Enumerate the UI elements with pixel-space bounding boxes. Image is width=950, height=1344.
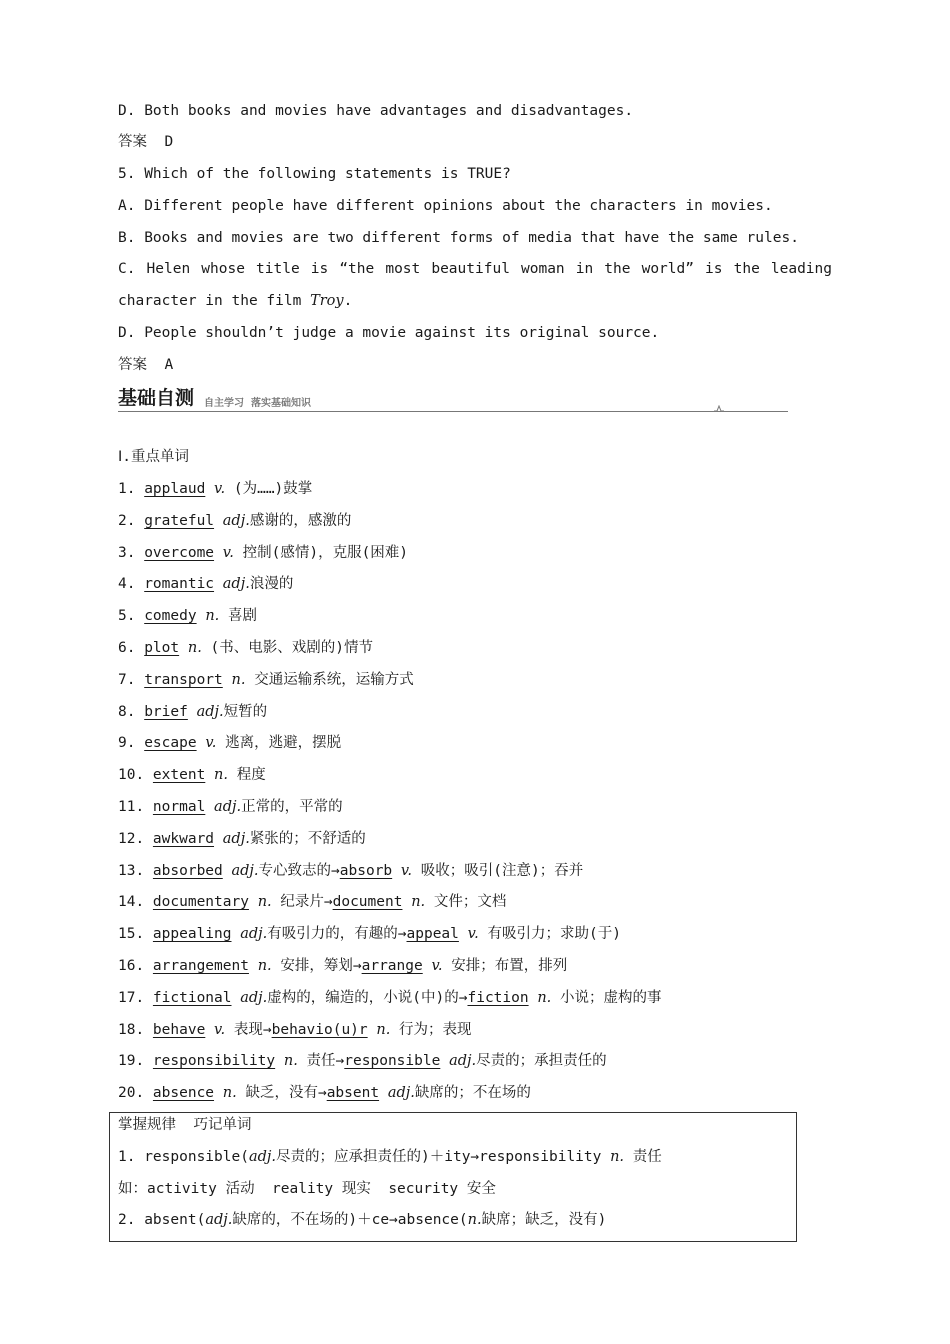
banner-title: 基础自测 (118, 387, 195, 409)
vocab-word: fictional (152, 990, 232, 1006)
rule-notch-icon (714, 405, 724, 413)
spacer (214, 545, 223, 561)
vocab-related-word: fiction (467, 990, 529, 1006)
vocab-item (118, 988, 662, 1008)
vocab-related-pos: n. (411, 894, 426, 910)
vocab-meaning: 正常的，平常的 (241, 799, 343, 815)
vocab-pos: adj. (231, 863, 259, 879)
vocab-meaning: 浪漫的 (249, 576, 294, 592)
tip-rule-2 (118, 1210, 606, 1230)
vocab-word: absorbed (152, 863, 223, 879)
tip-rule-1 (118, 1147, 662, 1167)
vocab-number: 15. (118, 926, 153, 942)
vocab-related-pos: adj. (449, 1053, 477, 1069)
vocab-number: 12. (118, 831, 153, 847)
vocab-related-word: behavio(u)r (271, 1022, 368, 1038)
vocab-meaning: 表现→ (225, 1022, 272, 1038)
option-a-q5: A. Different people have different opinions about the characters in movies. (118, 198, 773, 214)
vocab-item (118, 1051, 607, 1071)
tip-examples: 如：activity 活动 reality 现实 security 安全 (118, 1181, 496, 1197)
vocab-word: appealing (152, 926, 232, 942)
vocab-item (118, 956, 567, 976)
tip-rule-1-pos: adj. (248, 1149, 276, 1165)
vocab-pos: n. (222, 1085, 237, 1101)
vocab-related-meaning: 行为；表现 (390, 1022, 472, 1038)
spacer (205, 799, 214, 815)
tip-rule-1-part-a: 1. responsible( (118, 1149, 249, 1165)
vocab-number: 6. (118, 640, 145, 656)
vocab-number: 16. (118, 958, 153, 974)
vocab-related-meaning: 小说；虚构的事 (551, 990, 662, 1006)
option-c-q5-text: character in the film (118, 293, 311, 309)
vocab-number: 10. (118, 767, 153, 783)
vocab-pos: adj. (196, 704, 224, 720)
spacer (214, 831, 223, 847)
vocab-number: 1. (118, 481, 145, 497)
vocab-pos: adj. (222, 513, 250, 529)
vocab-meaning: 喜剧 (219, 608, 258, 624)
vocab-meaning: 责任→ (297, 1053, 345, 1069)
vocab-item (118, 1020, 472, 1040)
spacer (440, 1053, 449, 1069)
option-c-q5-period: . (343, 293, 353, 309)
vocab-word: plot (144, 640, 180, 656)
vocab-related-word: appeal (406, 926, 459, 942)
vocab-word: escape (144, 735, 197, 751)
vocab-item (118, 606, 257, 626)
vocab-number: 9. (118, 735, 145, 751)
vocab-number: 19. (118, 1053, 153, 1069)
vocab-related-pos: n. (376, 1022, 391, 1038)
tip-rule-1-part-b: 尽责的；应承担责任的)＋ity→responsibility (276, 1149, 611, 1165)
vocab-pos: v. (214, 1022, 226, 1038)
vocab-item (118, 733, 341, 753)
spacer (179, 640, 188, 656)
tip-title: 掌握规律 巧记单词 (118, 1117, 252, 1133)
vocab-pos: n. (205, 608, 220, 624)
vocab-meaning: 缺乏，没有→ (236, 1085, 327, 1101)
vocab-pos: v. (222, 545, 234, 561)
vocab-meaning: (为……)鼓掌 (225, 481, 313, 497)
spacer (459, 926, 468, 942)
vocab-number: 11. (118, 799, 153, 815)
vocab-pos: adj. (222, 576, 250, 592)
tip-rule-2-part-b: 缺席的，不在场的)＋ce→absence( (232, 1212, 468, 1228)
vocab-pos: v. (214, 481, 226, 497)
vocab-meaning: 程度 (228, 767, 266, 783)
vocab-related-pos: v. (431, 958, 443, 974)
vocab-related-pos: n. (537, 990, 552, 1006)
vocab-pos: adj. (240, 990, 268, 1006)
spacer (214, 513, 223, 529)
vocab-number: 20. (118, 1085, 153, 1101)
tip-rule-1-part-c: 责任 (624, 1149, 662, 1165)
vocab-item (118, 892, 506, 912)
tip-rule-2-pos: adj. (205, 1212, 233, 1228)
vocab-meaning: 短暂的 (223, 704, 268, 720)
spacer (249, 958, 258, 974)
vocab-word: comedy (144, 608, 197, 624)
vocab-related-meaning: 有吸引力；求助(于) (478, 926, 621, 942)
section-banner (118, 383, 788, 415)
vocab-pos: n. (257, 958, 272, 974)
vocab-item (118, 479, 312, 499)
vocab-item (118, 829, 366, 849)
vocab-word: awkward (152, 831, 215, 847)
vocab-heading: Ⅰ.重点单词 (118, 449, 190, 465)
spacer (223, 672, 232, 688)
vocab-word: behave (152, 1022, 206, 1038)
vocab-item (118, 543, 408, 563)
vocab-meaning: 交通运输系统，运输方式 (245, 672, 414, 688)
film-title: Troy (310, 293, 344, 309)
spacer (379, 1085, 388, 1101)
vocab-item (118, 670, 414, 690)
vocab-pos: n. (187, 640, 202, 656)
vocab-item (118, 574, 293, 594)
vocab-related-word: arrange (361, 958, 423, 974)
vocab-pos: n. (231, 672, 246, 688)
vocab-related-pos: adj. (387, 1085, 415, 1101)
vocab-number: 7. (118, 672, 145, 688)
banner-subtitle: 自主学习 落实基础知识 (204, 398, 311, 409)
vocab-number: 3. (118, 545, 145, 561)
vocab-meaning: 虚构的，编造的，小说(中)的→ (267, 990, 468, 1006)
tip-rule-2-pos2: n. (467, 1212, 482, 1228)
vocab-word: normal (152, 799, 206, 815)
vocab-item (118, 1083, 531, 1103)
vocab-related-meaning: 缺席的；不在场的 (414, 1085, 531, 1101)
spacer (275, 1053, 284, 1069)
vocab-pos: n. (257, 894, 272, 910)
vocab-meaning: (书、电影、戏剧的)情节 (201, 640, 374, 656)
spacer (205, 767, 214, 783)
option-b-q5: B. Books and movies are two different forms of media that have the same rules. (118, 230, 799, 246)
vocab-word: arrangement (152, 958, 249, 974)
vocab-meaning: 有吸引力的，有趣的→ (267, 926, 407, 942)
vocab-word: documentary (152, 894, 249, 910)
vocab-meaning: 纪录片→ (271, 894, 333, 910)
answer-q4: 答案 D (118, 134, 174, 150)
vocab-item (118, 797, 343, 817)
vocab-word: brief (144, 704, 188, 720)
spacer (214, 576, 223, 592)
vocab-word: transport (144, 672, 223, 688)
vocab-word: romantic (144, 576, 215, 592)
vocab-related-word: document (332, 894, 403, 910)
vocab-pos: adj. (222, 831, 250, 847)
vocab-item (118, 702, 267, 722)
vocab-related-word: absorb (339, 863, 393, 879)
vocab-word: responsibility (152, 1053, 276, 1069)
vocab-related-word: absent (326, 1085, 380, 1101)
vocab-number: 8. (118, 704, 145, 720)
vocab-word: grateful (144, 513, 215, 529)
vocab-pos: adj. (214, 799, 242, 815)
vocab-number: 17. (118, 990, 153, 1006)
tip-rule-2-part-c: 缺席；缺乏，没有) (481, 1212, 607, 1228)
spacer (188, 704, 197, 720)
question-5-stem: 5. Which of the following statements is TRUE? (118, 166, 511, 182)
vocab-related-word: responsible (344, 1053, 441, 1069)
vocab-related-meaning: 吸收；吸引(注意)；吞并 (412, 863, 584, 879)
vocab-meaning: 紧张的；不舒适的 (249, 831, 366, 847)
vocab-related-pos: v. (400, 863, 412, 879)
spacer (205, 1022, 214, 1038)
spacer (205, 481, 214, 497)
vocab-item (118, 511, 351, 531)
spacer (232, 990, 241, 1006)
vocab-item (118, 765, 266, 785)
vocab-meaning: 逃离，逃避，摆脱 (216, 735, 342, 751)
vocab-word: overcome (144, 545, 215, 561)
vocab-related-meaning: 安排；布置，排列 (442, 958, 568, 974)
answer-q5: 答案 A (118, 357, 174, 373)
vocab-related-meaning: 文件；文档 (425, 894, 507, 910)
vocab-related-pos: v. (467, 926, 479, 942)
vocab-number: 18. (118, 1022, 153, 1038)
spacer (392, 863, 401, 879)
vocab-item (118, 638, 373, 658)
vocab-pos: adj. (240, 926, 268, 942)
vocab-word: absence (152, 1085, 215, 1101)
vocab-word: extent (152, 767, 206, 783)
vocab-pos: n. (283, 1053, 298, 1069)
vocab-number: 14. (118, 894, 153, 910)
vocab-related-meaning: 尽责的；承担责任的 (476, 1053, 607, 1069)
option-c-q5-line1: C. Helen whose title is “the most beautiful woman in the world” is the leading (118, 261, 832, 277)
spacer (402, 894, 411, 910)
option-d-q4: D. Both books and movies have advantages and disadvantages. (118, 103, 634, 119)
vocab-number: 4. (118, 576, 145, 592)
option-d-q5: D. People shouldn’t judge a movie against its original source. (118, 325, 660, 341)
spacer (232, 926, 241, 942)
vocab-item (118, 924, 621, 944)
vocab-meaning: 安排，筹划→ (271, 958, 362, 974)
vocab-meaning: 专心致志的→ (258, 863, 340, 879)
vocab-word: applaud (144, 481, 206, 497)
tip-rule-1-pos2: n. (610, 1149, 625, 1165)
vocab-number: 2. (118, 513, 145, 529)
vocab-meaning: 感谢的，感激的 (249, 513, 352, 529)
vocab-number: 13. (118, 863, 153, 879)
option-c-q5-line2 (118, 291, 352, 311)
vocab-number: 5. (118, 608, 145, 624)
banner-rule (118, 411, 788, 412)
vocab-item (118, 861, 583, 881)
vocab-pos: v. (205, 735, 217, 751)
spacer (249, 894, 258, 910)
vocab-meaning: 控制(感情)，克服(困难) (233, 545, 409, 561)
spacer (214, 1085, 223, 1101)
vocab-pos: n. (214, 767, 228, 783)
tip-rule-2-part-a: 2. absent( (118, 1212, 206, 1228)
spacer (223, 863, 232, 879)
